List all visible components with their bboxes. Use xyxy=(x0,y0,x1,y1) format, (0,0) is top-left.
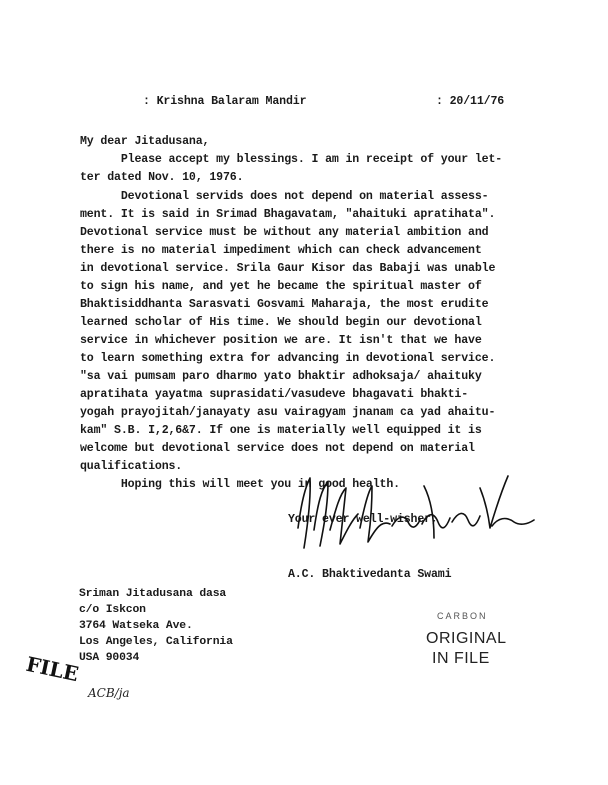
body-line: to sign his name, and yet he became the spiritual master of xyxy=(80,280,482,293)
valediction: Your ever well-wisher, xyxy=(288,513,438,526)
address-line: Sriman Jitadusana dasa xyxy=(79,588,227,600)
body-line: welcome but devotional service does not depend on material xyxy=(80,442,475,455)
letterhead-location: : Krishna Balaram Mandir xyxy=(143,95,307,108)
body-line: Hoping this will meet you in good health. xyxy=(80,478,400,491)
body-line: Please accept my blessings. I am in receipt of your let- xyxy=(80,153,503,166)
body-line: "sa vai pumsam paro dharmo yato bhaktir adhoksaja/ ahaituky xyxy=(80,370,482,383)
handwritten-signature xyxy=(284,468,552,558)
address-line: Los Angeles, California xyxy=(79,636,233,648)
body-line: Devotional servids does not depend on material assess- xyxy=(80,190,489,203)
body-line: apratihata yayatma suprasidati/vasudeve bhagavati bhakti- xyxy=(80,388,469,401)
address-line: c/o Iskcon xyxy=(79,604,146,616)
body-line: there is no material impediment which can check advancement xyxy=(80,244,482,257)
original-stamp-line1: ORIGINAL xyxy=(426,630,507,647)
address-line: USA 90034 xyxy=(79,652,140,664)
body-line: learned scholar of His time. We should begin our devotional xyxy=(80,316,482,329)
file-initials-note: ACB/ja xyxy=(88,686,130,700)
body-line: in devotional service. Srila Gaur Kisor das Babaji was unable xyxy=(80,262,496,275)
address-line: 3764 Watseka Ave. xyxy=(79,620,193,632)
body-line: service in whichever position we are. It isn't that we have xyxy=(80,334,482,347)
typed-name: A.C. Bhaktivedanta Swami xyxy=(288,568,452,581)
body-line: ment. It is said in Srimad Bhagavatam, "ahaituki apratihata". xyxy=(80,208,496,221)
original-stamp-line2: IN FILE xyxy=(432,650,490,667)
body-line: to learn something extra for advancing in devotional service. xyxy=(80,352,496,365)
body-line: yogah prayojitah/janayaty asu vairagyam jnanam ca yad ahaitu- xyxy=(80,406,496,419)
body-line: ter dated Nov. 10, 1976. xyxy=(80,171,244,184)
file-handwritten-mark: FILE xyxy=(24,651,81,687)
body-line: Devotional service must be without any material ambition and xyxy=(80,226,489,239)
body-line: qualifications. xyxy=(80,460,183,473)
carbon-stamp-label: CARBON xyxy=(437,611,488,621)
letter-date: : 20/11/76 xyxy=(436,95,505,108)
body-line: kam" S.B. I,2,6&7. If one is materially well equipped it is xyxy=(80,424,482,437)
body-line: Bhaktisiddhanta Sarasvati Gosvami Maharaja, the most erudite xyxy=(80,298,489,311)
salutation: My dear Jitadusana, xyxy=(80,135,210,148)
